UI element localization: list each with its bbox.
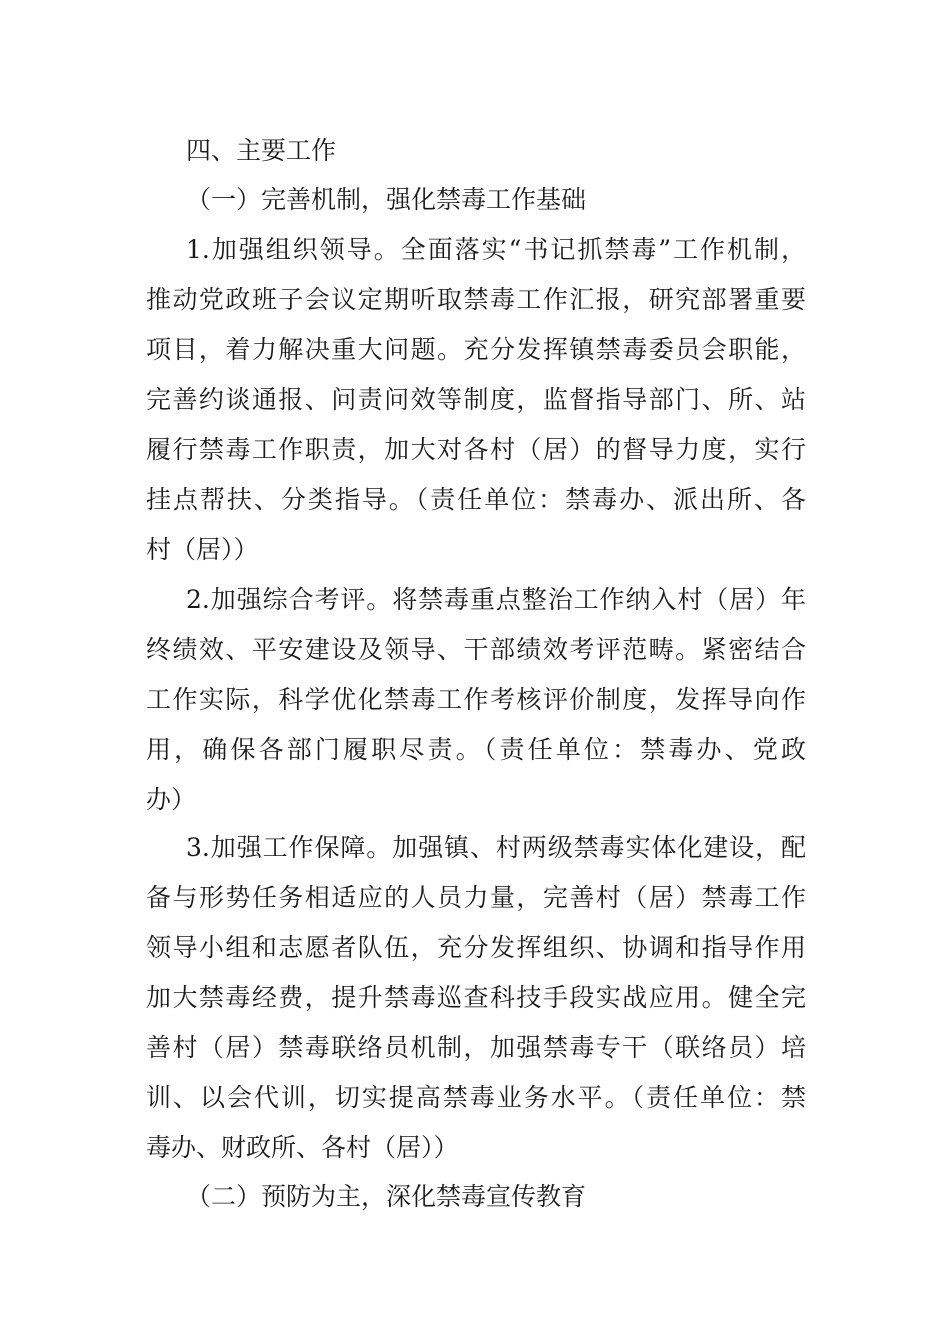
item3-line: 加大禁毒经费，提升禁毒巡查科技手段实战应用。健全完 [146,983,806,1012]
item3-line: 备与形势任务相适应的人员力量，完善村（居）禁毒工作 [146,883,806,912]
item3-line: 毒办、财政所、各村（居）） [146,1133,459,1162]
item1-line: 1.加强组织领导。全面落实“书记抓禁毒”工作机制， [186,235,806,264]
item1-line: 完善约谈通报、问责问效等制度，监督指导部门、所、站 [146,385,806,414]
item2-line: 用，确保各部门履职尽责。（责任单位：禁毒办、党政 [146,735,806,764]
item2-line: 终绩效、平安建设及领导、干部绩效考评范畴。紧密结合 [146,635,806,664]
item1-line: 挂点帮扶、分类指导。（责任单位：禁毒办、派出所、各 [146,485,806,514]
item2-line: 工作实际，科学优化禁毒工作考核评价制度，发挥导向作 [146,685,806,714]
item1-line: 履行禁毒工作职责，加大对各村（居）的督导力度，实行 [146,435,806,464]
subsection-title-1: （一）完善机制，强化禁毒工作基础 [186,185,587,214]
item3-line: 领导小组和志愿者队伍，充分发挥组织、协调和指导作用 [146,933,806,962]
item1-line: 项目，着力解决重大问题。充分发挥镇禁毒委员会职能， [146,335,806,364]
item1-line: 村（居）） [146,535,259,564]
item1-line: 推动党政班子会议定期听取禁毒工作汇报，研究部署重要 [146,285,806,314]
item3-line: 训、以会代训，切实提高禁毒业务水平。（责任单位：禁 [146,1083,806,1112]
subsection-title-2: （二）预防为主，深化禁毒宣传教育 [186,1182,587,1211]
item3-line: 3.加强工作保障。加强镇、村两级禁毒实体化建设，配 [186,833,806,862]
item2-line: 2.加强综合考评。将禁毒重点整治工作纳入村（居）年 [186,585,806,614]
item2-line: 办） [146,785,197,814]
item3-line: 善村（居）禁毒联络员机制，加强禁毒专干（联络员）培 [146,1033,806,1062]
section-heading: 四、主要工作 [186,136,337,165]
